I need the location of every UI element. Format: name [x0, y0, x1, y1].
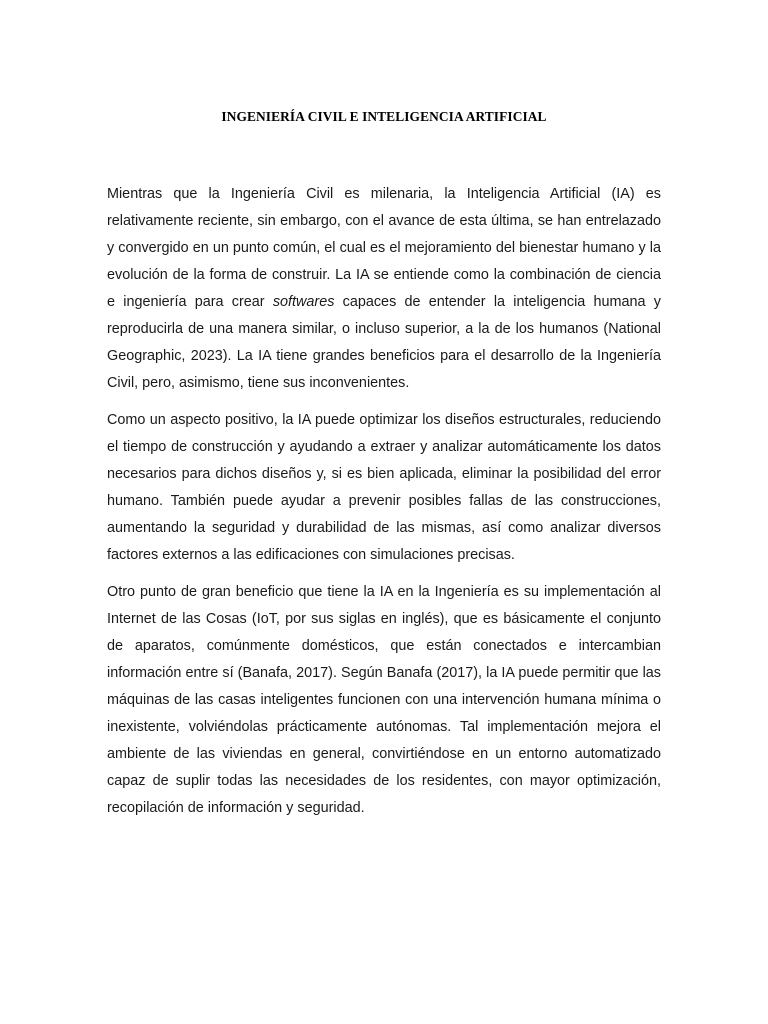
paragraph-1 — [107, 181, 661, 397]
paragraph-1-text-start: Mientras que la Ingeniería Civil es milenaria, la Inteligencia Artificial (IA) es relativamente reciente, sin embargo, con el avance de esta última, se han entrelazado y convergido en un punto común, el cual es el mejoramiento del bienestar humano y la evolución de la forma de construir. La IA se entiende como la combinación de ciencia e ingeniería para crear — [107, 186, 661, 310]
paragraph-2: Como un aspecto positivo, la IA puede optimizar los diseños estructurales, reduciendo el tiempo de construcción y ayudando a extraer y analizar automáticamente los datos necesarios para dichos diseños y, si es bien aplicada, eliminar la posibilidad del error humano. También puede ayudar a prevenir posibles fallas de las construcciones, aumentando la seguridad y durabilidad de las mismas, así como analizar diversos factores externos a las edificaciones con simulaciones precisas. — [107, 412, 661, 563]
paragraph-3: Otro punto de gran beneficio que tiene la IA en la Ingeniería es su implementación al Internet de las Cosas (IoT, por sus siglas en inglés), que es básicamente el conjunto de aparatos, comúnmente domésticos, que están conectados e intercambian información entre sí (Banafa, 2017). Según Banafa (2017), la IA puede permitir que las máquinas de las casas inteligentes funcionen con una intervención humana mínima o inexistente, volviéndolas prácticamente autónomas. Tal implementación mejora el ambiente de las viviendas en general, convirtiéndose en un entorno automatizado capaz de suplir todas las necesidades de los residentes, con mayor optimización, recopilación de información y seguridad. — [107, 584, 661, 816]
document-body — [107, 181, 661, 832]
paragraph-1-emphasis: softwares — [272, 294, 335, 310]
document-title: INGENIERÍA CIVIL E INTELIGENCIA ARTIFICIAL — [221, 109, 547, 124]
paragraph-1-text-end: capaces de entender la inteligencia humana y reproducirla de una manera similar, o incluso superior, a la de los humanos (National Geographic, 2023). La IA tiene grandes beneficios para el desarrollo de la Ingeniería Civil, pero, asimismo, tiene sus inconvenientes. — [107, 294, 661, 391]
